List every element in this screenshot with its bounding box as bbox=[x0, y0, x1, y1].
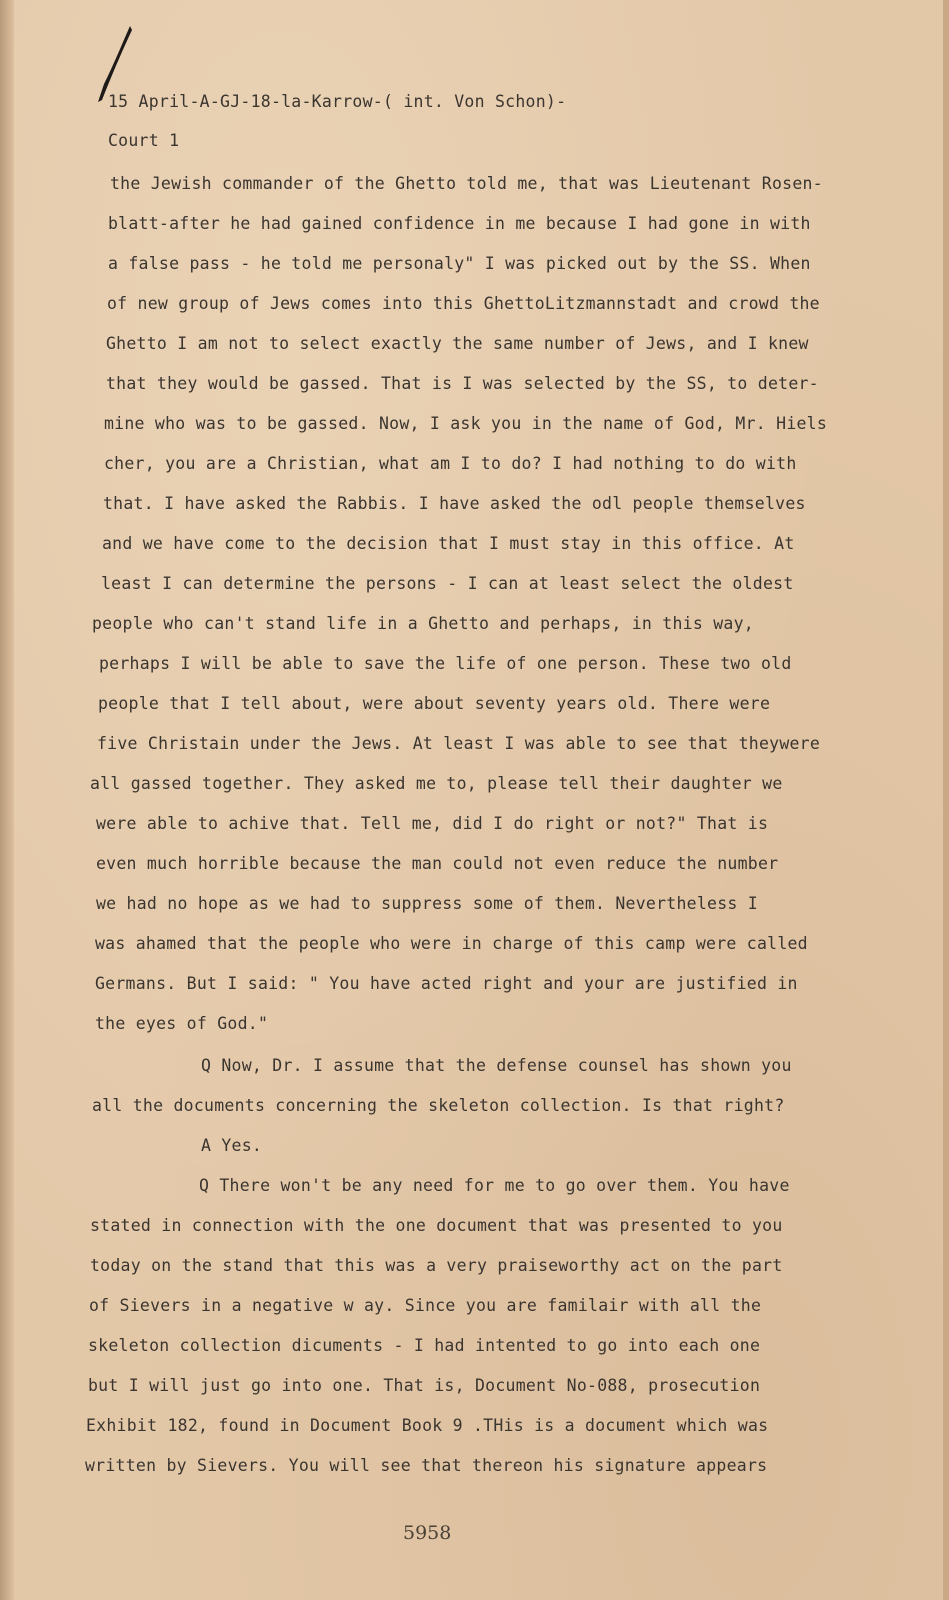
body-line: that. I have asked the Rabbis. I have asked the odl people themselves bbox=[103, 494, 806, 513]
body-line: stated in connection with the one document that was presented to you bbox=[90, 1216, 783, 1235]
body-line: of new group of Jews comes into this GhettoLitzmannstadt and crowd the bbox=[107, 294, 820, 313]
body-line: Germans. But I said: " You have acted right and your are justified in bbox=[95, 974, 798, 993]
body-line: the eyes of God." bbox=[95, 1014, 269, 1033]
body-line: skeleton collection dicuments - I had intented to go into each one bbox=[88, 1336, 761, 1355]
page-number: 5958 bbox=[403, 1522, 452, 1544]
question-line: Q There won't be any need for me to go over them. You have bbox=[199, 1176, 790, 1195]
body-line: of Sievers in a negative w ay. Since you are familair with all the bbox=[89, 1296, 762, 1315]
header-line-1: 15 April-A-GJ-18-la-Karrow-( int. Von Schon)- bbox=[108, 92, 567, 111]
header-line-2: Court 1 bbox=[108, 131, 180, 150]
body-line: today on the stand that this was a very praiseworthy act on the part bbox=[90, 1256, 783, 1275]
body-line: we had no hope as we had to suppress some of them. Nevertheless I bbox=[96, 894, 758, 913]
torn-left-edge bbox=[0, 0, 14, 1600]
body-line: cher, you are a Christian, what am I to do? I had nothing to do with bbox=[104, 454, 797, 473]
page-right-edge bbox=[943, 0, 949, 1600]
body-line: perhaps I will be able to save the life of one person. These two old bbox=[99, 654, 792, 673]
body-line: but I will just go into one. That is, Document No-088, prosecution bbox=[88, 1376, 761, 1395]
body-line: even much horrible because the man could not even reduce the number bbox=[96, 854, 779, 873]
body-line: Ghetto I am not to select exactly the same number of Jews, and I knew bbox=[106, 334, 809, 353]
body-line: Exhibit 182, found in Document Book 9 .THis is a document which was bbox=[86, 1416, 769, 1435]
answer-line: A Yes. bbox=[201, 1136, 263, 1155]
body-line: were able to achive that. Tell me, did I do right or not?" That is bbox=[96, 814, 769, 833]
body-line: people that I tell about, were about seventy years old. There were bbox=[98, 694, 771, 713]
body-line: all gassed together. They asked me to, please tell their daughter we bbox=[90, 774, 783, 793]
body-line: a false pass - he told me personaly" I was picked out by the SS. When bbox=[108, 254, 811, 273]
body-line: that they would be gassed. That is I was selected by the SS, to deter- bbox=[106, 374, 819, 393]
body-line: people who can't stand life in a Ghetto and perhaps, in this way, bbox=[92, 614, 754, 633]
body-line: all the documents concerning the skeleton collection. Is that right? bbox=[92, 1096, 785, 1115]
body-line: the Jewish commander of the Ghetto told me, that was Lieutenant Rosen- bbox=[110, 174, 823, 193]
body-line: mine who was to be gassed. Now, I ask you in the name of God, Mr. Hiels bbox=[104, 414, 828, 433]
body-line: was ahamed that the people who were in charge of this camp were called bbox=[95, 934, 808, 953]
body-line: blatt-after he had gained confidence in me because I had gone in with bbox=[108, 214, 811, 233]
body-line: least I can determine the persons - I can at least select the oldest bbox=[101, 574, 794, 593]
body-line: and we have come to the decision that I must stay in this office. At bbox=[102, 534, 795, 553]
body-line: written by Sievers. You will see that thereon his signature appears bbox=[85, 1456, 768, 1475]
body-line: five Christain under the Jews. At least I was able to see that theywere bbox=[97, 734, 821, 753]
question-line: Q Now, Dr. I assume that the defense counsel has shown you bbox=[201, 1056, 792, 1075]
